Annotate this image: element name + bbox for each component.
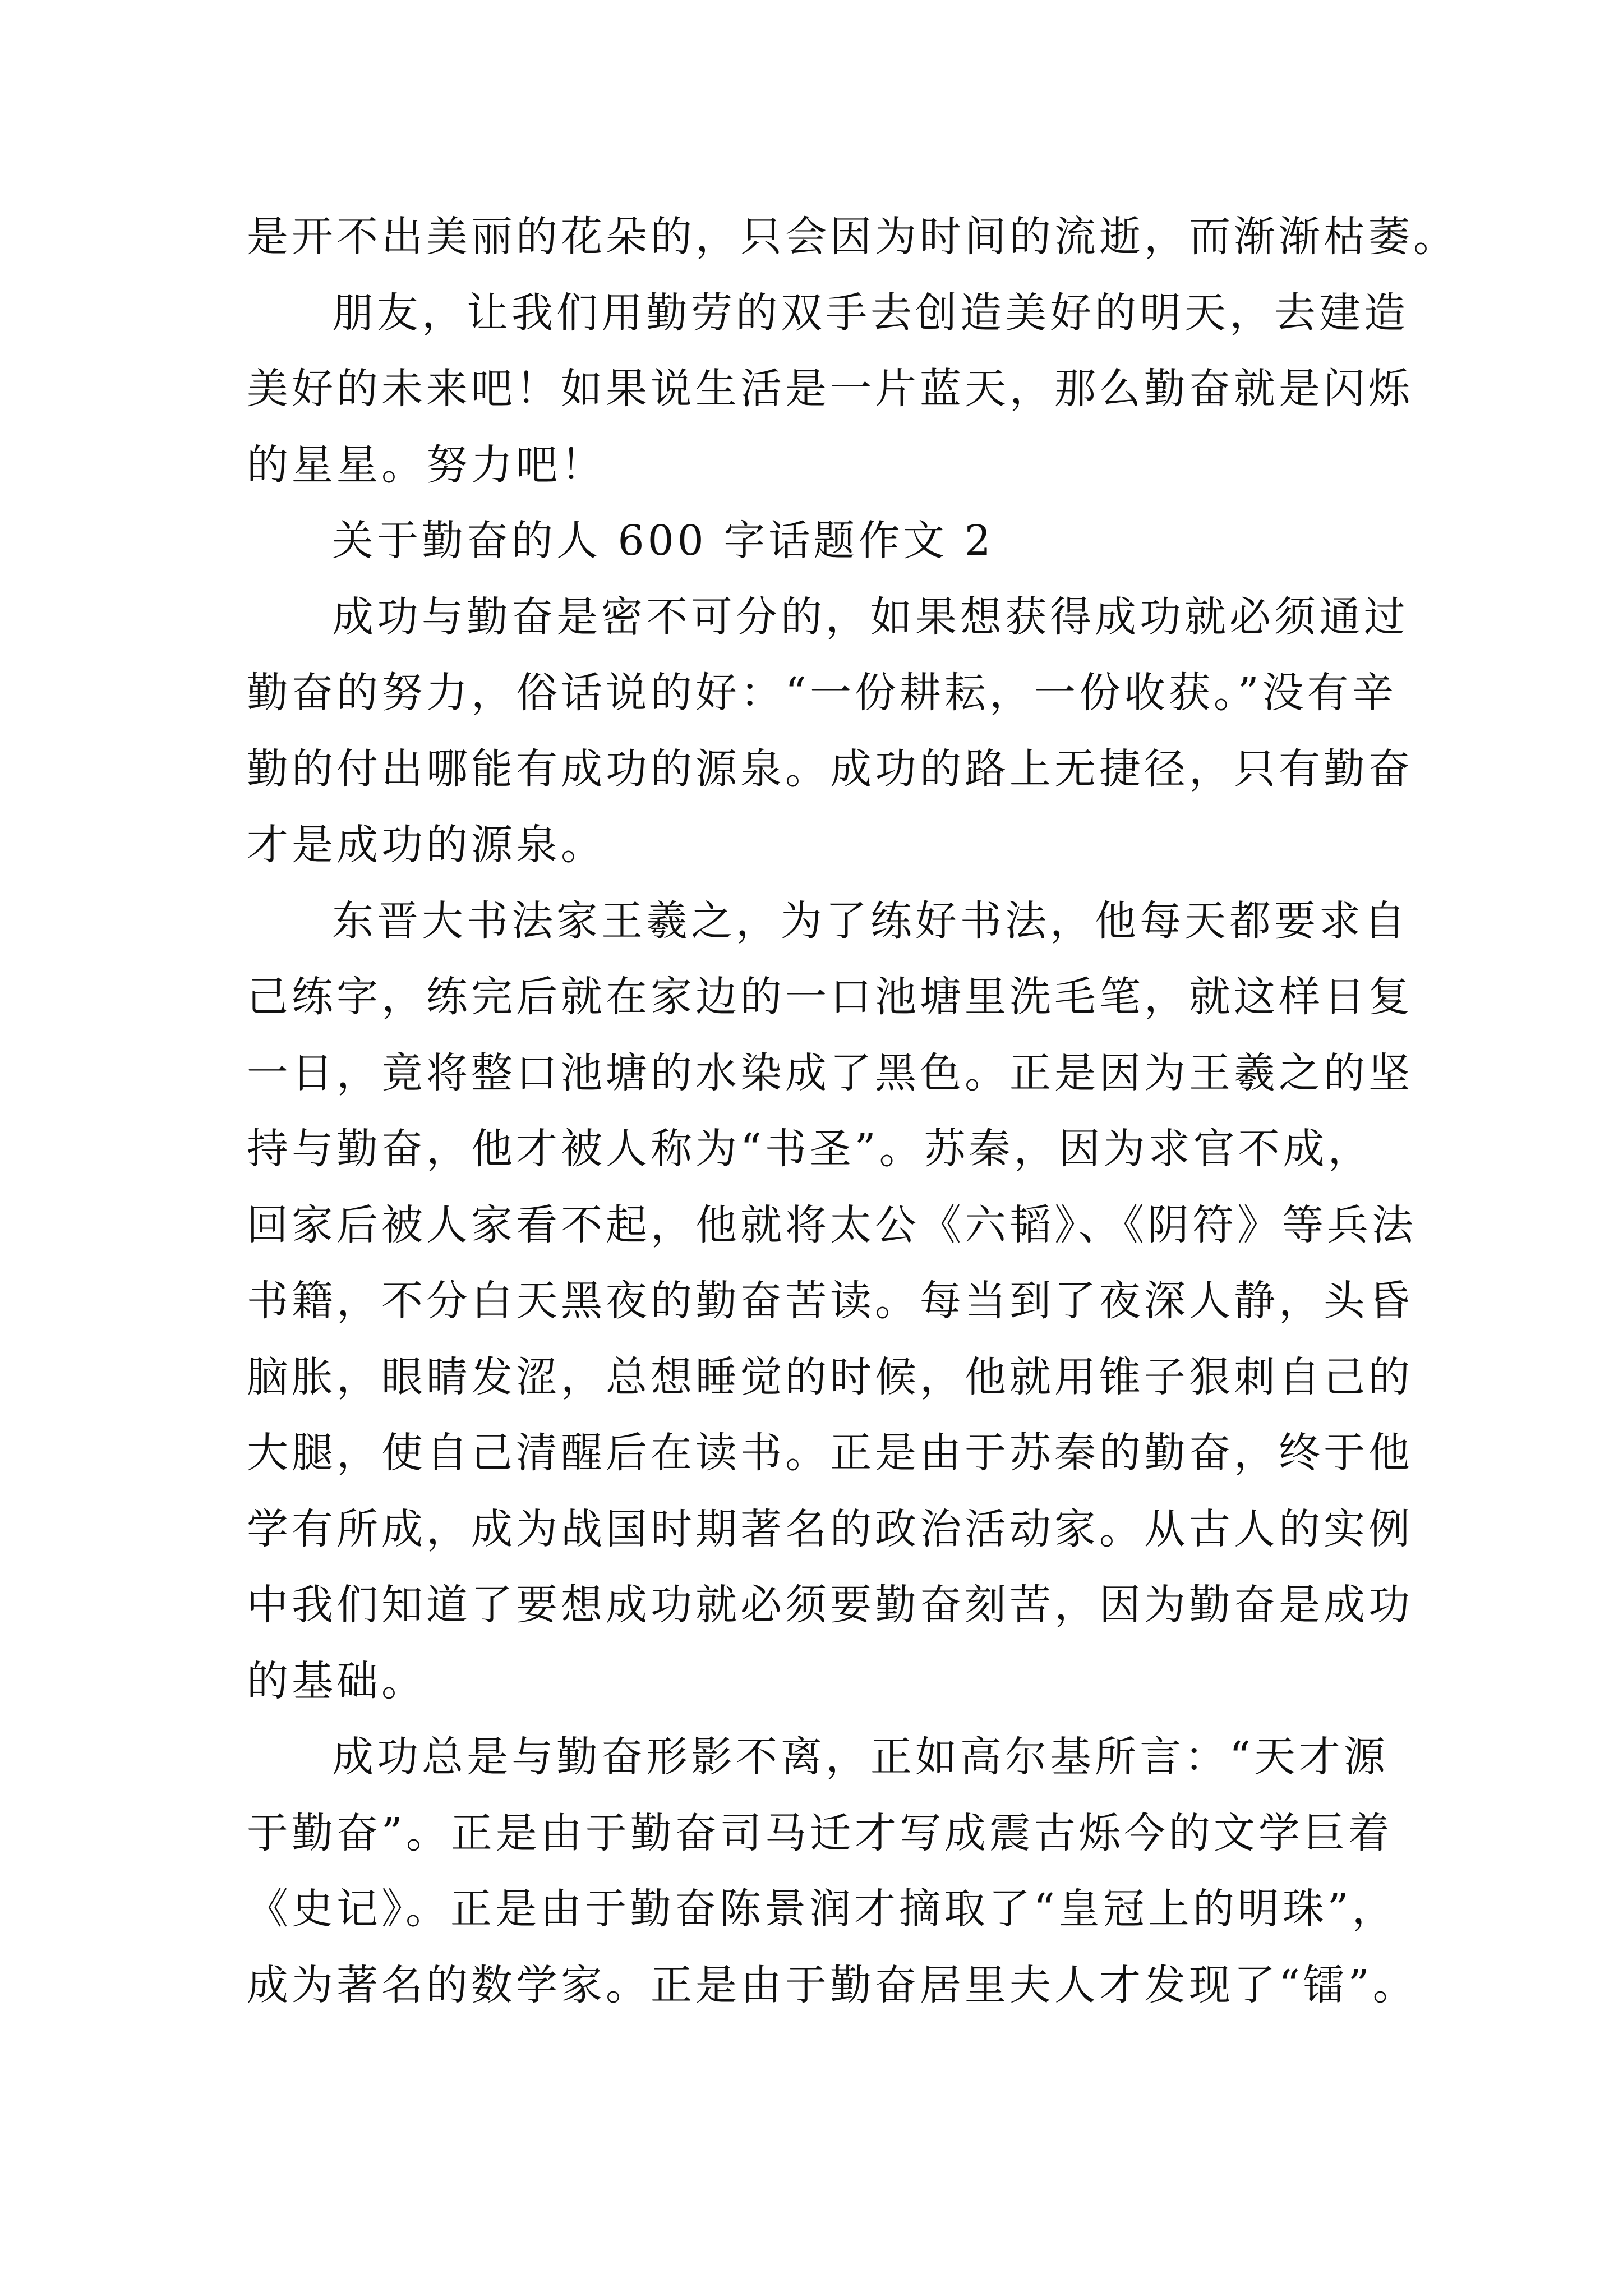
text-line: 美好的未来吧！如果说生活是一片蓝天，那么勤奋就是闪烁 <box>247 365 1413 413</box>
paragraph-start-line: 东晋大书法家王羲之，为了练好书法，他每天都要求自 <box>332 896 1409 945</box>
text-line: 书籍，不分白天黑夜的勤奋苦读。每当到了夜深人静，头昏 <box>247 1277 1413 1325</box>
text-line: 勤奋的努力，俗话说的好：“一份耕耘，一份收获。”没有辛 <box>247 669 1397 717</box>
text-line: 中我们知道了要想成功就必须要勤奋刻苦，因为勤奋是成功 <box>247 1581 1413 1629</box>
section-heading: 关于勤奋的人 600 字话题作文 2 <box>332 517 994 565</box>
text-line: 一日，竟将整口池塘的水染成了黑色。正是因为王羲之的坚 <box>247 1048 1413 1097</box>
text-line: 脑胀，眼睛发涩，总想睡觉的时候，他就用锥子狠刺自己的 <box>247 1352 1413 1401</box>
text-line: 是开不出美丽的花朵的，只会因为时间的流逝，而渐渐枯萎。 <box>247 213 1458 261</box>
text-line: 的基础。 <box>247 1657 426 1705</box>
text-line: 的星星。努力吧！ <box>247 440 606 489</box>
paragraph-start-line: 成功总是与勤奋形影不离，正如高尔基所言：“天才源 <box>332 1733 1389 1781</box>
text-line: 己练字，练完后就在家边的一口池塘里洗毛笔，就这样日复 <box>247 973 1413 1021</box>
text-line: 才是成功的源泉。 <box>247 821 606 869</box>
text-line: 回家后被人家看不起，他就将太公《六韬》、《阴符》等兵法 <box>247 1200 1417 1249</box>
text-line: 成为著名的数学家。正是由于勤奋居里夫人才发现了“镭”。 <box>247 1961 1418 2009</box>
text-line: 持与勤奋，他才被人称为“书圣”。苏秦，因为求官不成， <box>247 1125 1373 1173</box>
text-line: 于勤奋”。正是由于勤奋司马迁才写成震古烁今的文学巨着 <box>247 1809 1393 1857</box>
text-line: 《史记》。正是由于勤奋陈景润才摘取了“皇冠上的明珠”， <box>247 1885 1397 1933</box>
text-line: 勤的付出哪能有成功的源泉。成功的路上无捷径，只有勤奋 <box>247 744 1413 793</box>
paragraph-start-line: 成功与勤奋是密不可分的，如果想获得成功就必须通过 <box>332 592 1409 641</box>
paragraph-start-line: 朋友，让我们用勤劳的双手去创造美好的明天，去建造 <box>332 288 1409 337</box>
text-line: 大腿，使自己清醒后在读书。正是由于苏秦的勤奋，终于他 <box>247 1429 1413 1477</box>
body-text <box>247 199 1458 2023</box>
text-line: 学有所成，成为战国时期著名的政治活动家。从古人的实例 <box>247 1504 1413 1553</box>
